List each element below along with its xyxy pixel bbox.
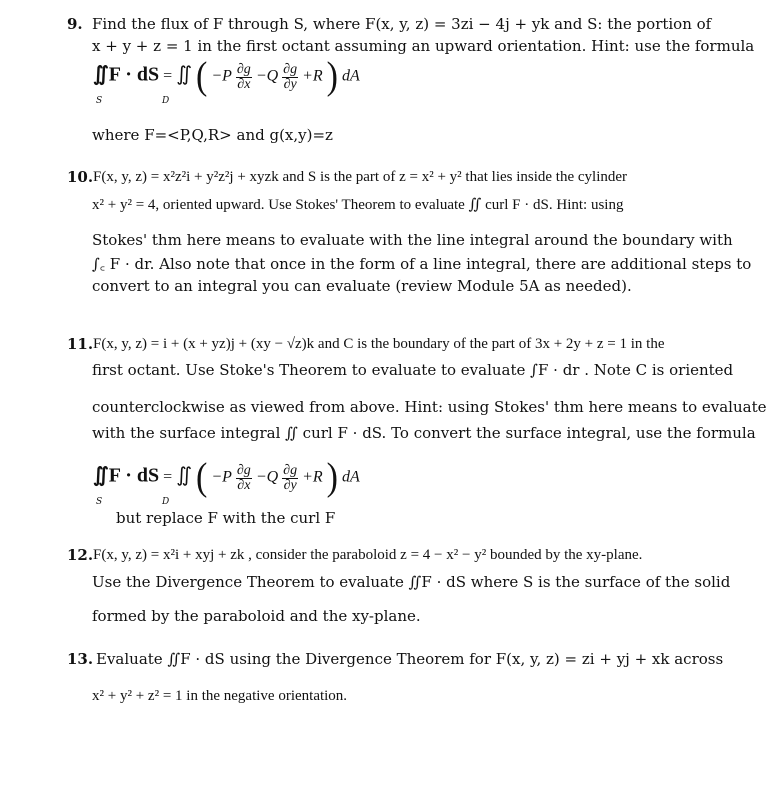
q9-where: where F=<P,Q,R> and g(x,y)=z bbox=[92, 126, 333, 144]
q13-number: 13. bbox=[67, 650, 94, 668]
q9-line2: x + y + z = 1 in the first octant assuming an upward orientation. Hint: use the formula bbox=[92, 37, 755, 55]
q10-line5: convert to an integral you can evaluate (review Module 5A as needed). bbox=[92, 277, 632, 295]
q13-line1: Evaluate ∬F · dS using the Divergence Theorem for F(x, y, z) = zi + yj + xk across bbox=[96, 650, 724, 668]
q9-line1: Find the flux of F through S, where F(x, y, z) = 3zi − 4j + yk and S: the portion of bbox=[92, 15, 712, 33]
q12-line3: formed by the paraboloid and the xy-plane. bbox=[92, 607, 421, 625]
q11-line2: first octant. Use Stoke's Theorem to evaluate to evaluate ∫F · dr . Note C is oriented bbox=[92, 361, 734, 379]
formula-sub-s: S bbox=[96, 96, 103, 106]
q10-line4: ∫꜀ F · dr. Also note that once in the form of a line integral, there are additional steps to bbox=[92, 255, 752, 273]
q10-line3: Stokes' thm here means to evaluate with the line integral around the boundary with bbox=[92, 231, 733, 249]
q10-line1: F(x, y, z) = x²z²i + y²z²j + xyzk and S is the part of z = x² + y² that lies inside the cylinder bbox=[93, 169, 628, 185]
q10-number: 10. bbox=[67, 168, 94, 186]
q11-flux-formula: ∬F · dS = ∬ ( −P $\frac{\partial g}{\partial x}$ −Q $\frac{\partial g}{\partial y}$ +R ) dA bbox=[93, 456, 360, 499]
q11-line5: but replace F with the curl F bbox=[116, 509, 336, 527]
q9-number: 9. bbox=[67, 15, 83, 33]
q11-number: 11. bbox=[67, 335, 94, 353]
formula2-sub-s: S bbox=[96, 497, 103, 507]
q12-line1: F(x, y, z) = x²i + xyj + zk , consider the paraboloid z = 4 − x² − y² bounded by the xy-plane. bbox=[93, 547, 643, 563]
q11-line4: with the surface integral ∬ curl F · dS. To convert the surface integral, use the formula bbox=[92, 424, 756, 442]
q10-line2: x² + y² = 4, oriented upward. Use Stokes' Theorem to evaluate ∬ curl F · dS. Hint: using bbox=[92, 197, 624, 213]
q9-flux-formula: ∬F · dS = ∬ ( −P $\frac{\partial g}{\partial x}$ −Q $\frac{\partial g}{\partial y}$ +R ) dA bbox=[93, 55, 360, 98]
q11-line1: F(x, y, z) = i + (x + yz)j + (xy − √z)k and C is the boundary of the part of 3x + 2y + z = 1 in the bbox=[93, 336, 665, 352]
q12-line2: Use the Divergence Theorem to evaluate ∬F · dS where S is the surface of the solid bbox=[92, 573, 731, 591]
formula2-sub-d: D bbox=[162, 497, 170, 507]
q12-number: 12. bbox=[67, 546, 94, 564]
q11-line3: counterclockwise as viewed from above. Hint: using Stokes' thm here means to evaluate bbox=[92, 398, 767, 416]
formula-sub-d: D bbox=[162, 96, 170, 106]
q13-line2: x² + y² + z² = 1 in the negative orientation. bbox=[92, 688, 348, 704]
